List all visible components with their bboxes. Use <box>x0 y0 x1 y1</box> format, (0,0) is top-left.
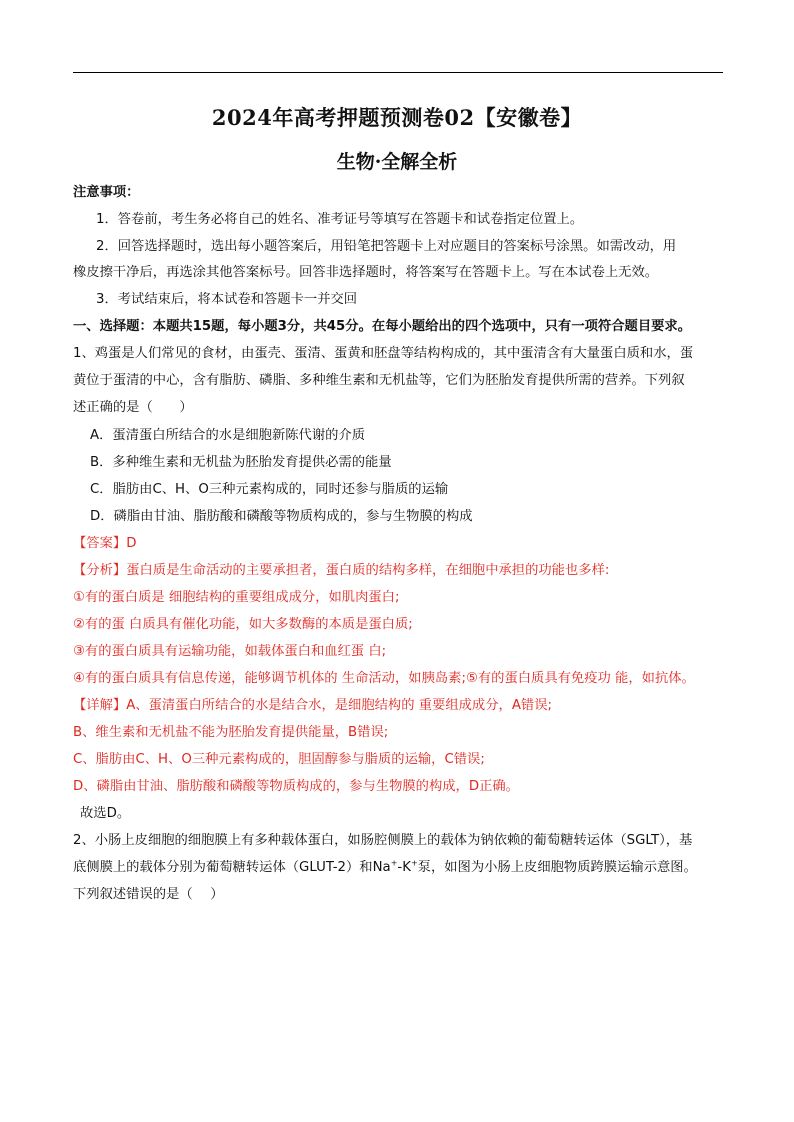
page-title: 2024年高考押题预测卷02【安徽卷】 <box>211 105 583 130</box>
analysis-tag: 【分析】 <box>73 563 127 578</box>
answer-value: D <box>126 536 137 551</box>
q1-conclusion: 故选D。 <box>80 806 131 821</box>
q1-option-c: C．脂肪由C、H、O三种元素构成的，同时还参与脂质的运输 <box>90 482 449 497</box>
section-heading: 一、选择题：本题共15题，每小题3分，共45分。在每小题给出的四个选项中，只有一项符合题目要求。 <box>73 319 692 334</box>
q1-point-1: ①有的蛋白质是 细胞结构的重要组成成分，如肌肉蛋白; <box>73 590 400 605</box>
notice-heading: 注意事项： <box>73 185 140 200</box>
notice-item-2: 2．回答选择题时，选出每小题答案后，用铅笔把答题卡上对应题目的答案标号涂黑。如需改动，用 <box>96 239 677 254</box>
q1-option-d: D．磷脂由甘油、脂肪酸和磷酸等物质构成的，参与生物膜的构成 <box>90 509 473 524</box>
q1-detail-c: C、脂肪由C、H、O三种元素构成的，胆固醇参与脂质的运输，C错误; <box>73 752 485 767</box>
q1-stem-line-1: 1、鸡蛋是人们常见的食材，由蛋壳、蛋清、蛋黄和胚盘等结构构成的，其中蛋清含有大量蛋白质和水，蛋 <box>73 346 694 361</box>
q1-stem-line-2: 黄位于蛋清的中心，含有脂肪、磷脂、多种维生素和无机盐等，它们为胚胎发育提供所需的营养。下列叙 <box>73 373 685 388</box>
notice-item-1: 1．答卷前，考生务必将自己的姓名、准考证号等填写在答题卡和试卷指定位置上。 <box>96 212 584 227</box>
answer-tag: 【答案】 <box>73 536 127 551</box>
na-charge: + <box>390 858 398 868</box>
q1-analysis <box>73 562 609 580</box>
notice-item-2-cont: 橡皮擦干净后，再选涂其他答案标号。回答非选择题时，将答案写在答题卡上。写在本试卷上无效。 <box>73 265 659 280</box>
q2-stem-line-1: 2、小肠上皮细胞的细胞膜上有多种载体蛋白，如肠腔侧膜上的载体为钠依赖的葡萄糖转运体（SGLT），基 <box>73 833 693 848</box>
q1-detail-d: D、磷脂由甘油、脂肪酸和磷酸等物质构成的，参与生物膜的构成，D正确。 <box>73 779 519 794</box>
q2-line2-post: 泵，如图为小肠上皮细胞物质跨膜运输示意图。 <box>417 860 697 875</box>
q2-stem-line-2 <box>73 859 697 877</box>
detail-tag: 【详解】 <box>73 698 127 713</box>
q2-line2-pre: 底侧膜上的载体分别为葡萄糖转运体（GLUT-2）和 <box>73 860 373 875</box>
k-symbol: K <box>402 860 411 875</box>
q1-point-4: ④有的蛋白质具有信息传递，能够调节机体的 生命活动，如胰岛素;⑤有的蛋白质具有免疫功 能，如抗体。 <box>73 671 695 686</box>
q1-option-b: B．多种维生素和无机盐为胚胎发育提供必需的能量 <box>90 455 392 470</box>
header-rule <box>73 72 723 73</box>
ion-dash: - <box>397 860 403 875</box>
q2-stem-line-3: 下列叙述错误的是（ ） <box>73 887 224 902</box>
q1-option-a: A．蛋清蛋白所结合的水是细胞新陈代谢的介质 <box>90 428 366 443</box>
page-subtitle: 生物·全解全析 <box>336 151 458 173</box>
k-charge: + <box>410 858 418 868</box>
q1-point-2: ②有的蛋 白质具有催化功能，如大多数酶的本质是蛋白质; <box>73 617 413 632</box>
q1-stem-line-3: 述正确的是（ ） <box>73 400 193 415</box>
na-symbol: Na <box>372 860 391 875</box>
q1-answer <box>73 535 136 553</box>
detail-text-a: A、蛋清蛋白所结合的水是结合水，是细胞结构的 重要组成成分，A错误; <box>126 698 552 713</box>
q1-detail-a <box>73 697 552 715</box>
q1-point-3: ③有的蛋白质具有运输功能，如载体蛋白和血红蛋 白; <box>73 644 387 659</box>
q1-detail-b: B、维生素和无机盐不能为胚胎发育提供能量，B错误; <box>73 725 389 740</box>
notice-item-3: 3．考试结束后，将本试卷和答题卡一并交回 <box>96 292 358 307</box>
analysis-text: 蛋白质是生命活动的主要承担者，蛋白质的结构多样，在细胞中承担的功能也多样: <box>126 563 610 578</box>
